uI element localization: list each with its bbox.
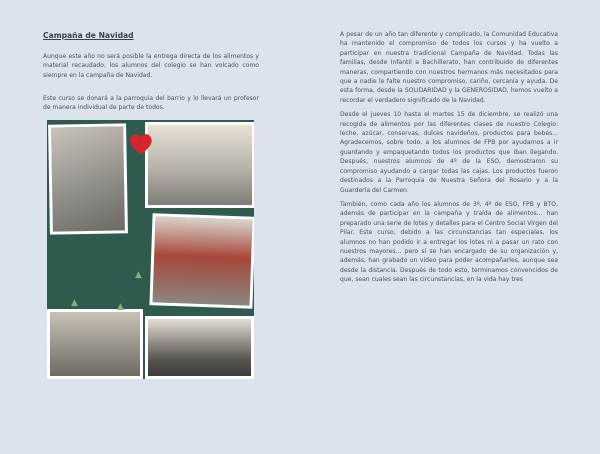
tree-icon: ▲ [135,270,142,280]
right-paragraph-3: También, como cada año los alumnos de 3º, 4º de ESO, FPB y BTO, además de participar en la campaña y traída de alimentos... han preparado una serie de lotes y detalles para el Centro Social Virgen del Pilar. Este curso, debido a las circunstancias tan especiales, los alumnos no han podido ir a entregar los lotes ni a pasar un rato con nuestros mayores... pero sí se han encargado de su organización y, además, han grabado un vídeo para poder acompañarles, aunque sea desde la distancia. Después de todo esto, terminamos convencidos de que, sean cuales sean las circunstancias, en la vida hay tres [340,200,558,284]
tree-icon: ▲ [117,302,124,312]
left-paragraph-2: Este curso se donará a la parroquia del barrio y lo llevará un profesor de manera individual de parte de todos. [43,95,259,112]
photo-students-carrying [149,213,254,309]
right-paragraph-1: A pesar de un año tan diferente y complicado, la Comunidad Educativa ha mantenido el compromiso de todos los cursos y ha vuelto a participar en nuestra tradicional Campaña de Navidad. Todas las familias, desde Infantil a Bachillerato, han contribuido de diferentes maneras, compartiendo con nuestros hermanos más necesitados para que a nadie le falte nuestro compromiso, cariño, cercanía y ayuda. De esta forma, desde la SOLIDARIDAD y la GENEROSIDAD, hemos vuelto a recordar el verdadero significado de la Navidad. [340,31,558,104]
right-paragraph-2: Desde el jueves 10 hasta el martes 15 de diciembre, se realizó una recogida de alimentos por las diferentes clases de nuestro Colegio: leche, azúcar, conservas, dulces navideños, productos para bebés... Agradecemos, sobre todo, a los alumnos de FPB por ayudarnos a ir guardando y empaquetando todos los productos que iban llegando. Después, nuestros alumnos de 4º de la ESO, demostraron su compromiso ayudando a cargar todas las cajas. Los productos fueron destinados a la Parroquia de Nuestra Señora del Rosario y a la Guardería del Carmen. [340,111,558,194]
photo-students-group [145,316,254,379]
heart-icon [127,130,155,158]
left-heading: Campaña de Navidad [43,31,134,40]
photo-students-corridor [48,123,128,234]
left-paragraph-1: Aunque este año no será posible la entrega directa de los alimentos y material recaudado, los alumnos del colegio se han volcado como siempre en la campaña de Navidad. [43,53,259,79]
tree-icon: ▲ [71,298,78,308]
photo-collage [47,120,254,379]
photo-students-hall [47,309,143,379]
right-column [340,30,558,454]
photo-students-boxes [145,122,254,208]
